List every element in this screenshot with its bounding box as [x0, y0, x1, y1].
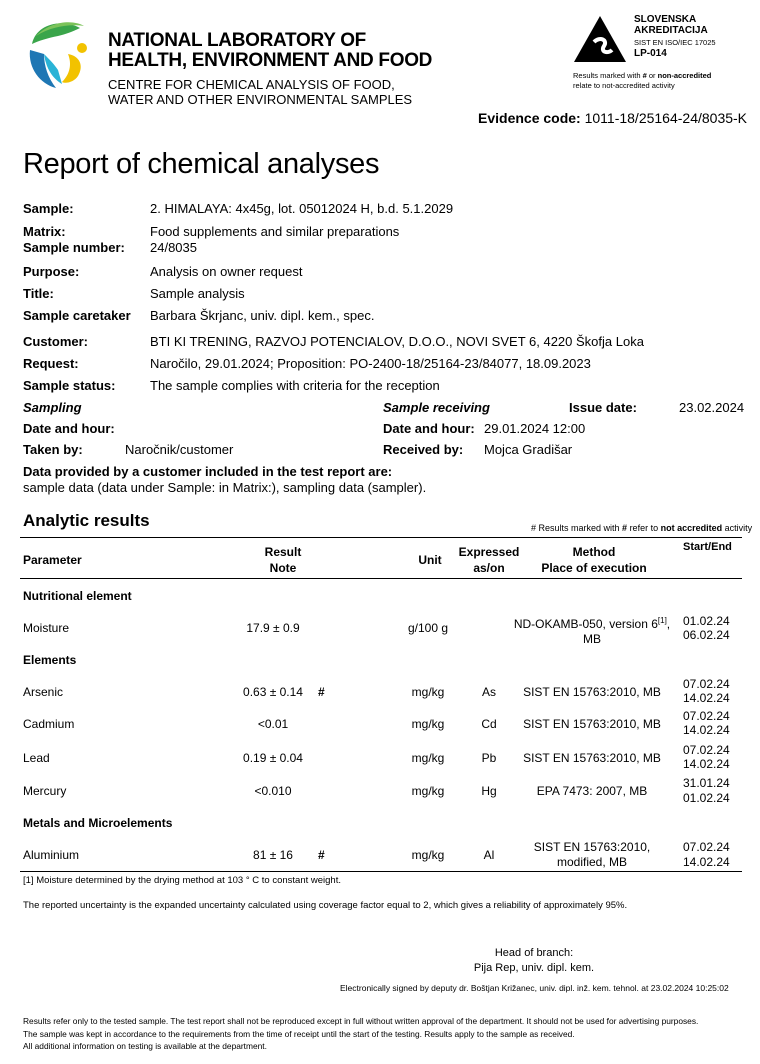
row-parameter: Arsenic: [23, 685, 64, 699]
status-value: The sample complies with criteria for the reception: [150, 378, 440, 393]
row-end: 14.02.24: [683, 691, 730, 705]
row-method-ref: [1]: [657, 616, 667, 625]
results-note-bold: not accredited: [660, 523, 723, 533]
issue-date-value: 23.02.2024: [679, 400, 745, 415]
row-parameter: Lead: [23, 751, 50, 765]
accreditation-logo-icon: [572, 14, 628, 64]
footnote: [1] Moisture determined by the drying method at 103 ° C to constant weight.: [23, 875, 341, 886]
row-method: SIST EN 15763:2010, MB: [523, 751, 661, 765]
signature-role: Head of branch:: [494, 947, 574, 959]
purpose-label: Purpose:: [23, 264, 80, 279]
taken-by-label: Taken by:: [23, 442, 83, 457]
row-method: [508, 840, 676, 870]
accreditation-note-line2: relate to not-accredited activity: [573, 81, 675, 90]
row-result: 0.63 ± 0.14: [243, 685, 303, 699]
col-unit: Unit: [418, 553, 442, 567]
row-expressed: Pb: [481, 751, 497, 765]
row-result: 17.9 ± 0.9: [246, 621, 300, 635]
row-start: 07.02.24: [683, 677, 730, 691]
col-as-on: as/on: [473, 561, 505, 575]
accreditation-note-hash: #: [642, 71, 647, 80]
col-method: Method: [572, 545, 616, 559]
report-title: Report of chemical analyses: [23, 148, 380, 180]
row-result: 81 ± 16: [253, 848, 293, 862]
row-start: 31.01.24: [683, 776, 730, 790]
row-unit: mg/kg: [411, 751, 445, 765]
col-expressed: Expressed: [458, 545, 520, 559]
row-method: SIST EN 15763:2010, MB: [523, 717, 661, 731]
customer-data-heading: Data provided by a customer included in the test report are:: [23, 464, 393, 479]
caretaker-label: Sample caretaker: [23, 308, 131, 323]
row-parameter: Aluminium: [23, 848, 80, 862]
row-method-line2: modified, MB: [556, 855, 628, 869]
accreditation-note-mid: or: [646, 71, 658, 80]
col-place: Place of execution: [541, 561, 647, 575]
row-unit: mg/kg: [411, 784, 445, 798]
uncertainty-note: The reported uncertainty is the expanded uncertainty calculated using coverage factor equal to 2, which gives a reliability of approximately 95%.: [23, 900, 628, 911]
row-unit: mg/kg: [411, 848, 445, 862]
row-expressed: Hg: [481, 784, 497, 798]
row-unit: mg/kg: [411, 685, 445, 699]
centre-line2: WATER AND OTHER ENVIRONMENTAL SAMPLES: [108, 92, 413, 107]
accreditation-note-bold: non-accredited: [657, 71, 712, 80]
sample-number-label: Sample number:: [23, 240, 125, 255]
results-heading: Analytic results: [23, 511, 150, 530]
sample-value: 2. HIMALAYA: 4x45g, lot. 05012024 H, b.d. 5.1.2029: [150, 201, 454, 216]
row-expressed: Al: [483, 848, 495, 862]
sampling-label: Sampling: [23, 400, 82, 415]
footer-line2: The sample was kept in accordance to the requirements from the time of receipt until the start of the testing. Results apply to the sample as received.: [23, 1029, 575, 1039]
receiving-date-hour-value: 29.01.2024 12:00: [484, 421, 586, 436]
title-label: Title:: [23, 286, 54, 301]
title-value: Sample analysis: [150, 286, 245, 301]
row-method-line2: MB: [583, 632, 601, 646]
received-by-value: Mojca Gradišar: [484, 442, 573, 457]
footer-line3: All additional information on testing is available at the department.: [23, 1041, 267, 1051]
evidence-code: [478, 110, 747, 126]
row-result: <0.010: [254, 784, 292, 798]
row-end: 06.02.24: [683, 628, 730, 642]
row-start: 01.02.24: [683, 614, 730, 628]
col-start-end: Start/End: [683, 541, 732, 553]
caretaker-value: Barbara Škrjanc, univ. dipl. kem., spec.: [150, 308, 375, 323]
row-start: 07.02.24: [683, 709, 730, 723]
accreditation-org-line1: SLOVENSKA: [634, 14, 697, 25]
evidence-value: 1011-18/25164-24/8035-K: [584, 110, 748, 126]
lab-logo-icon: [22, 14, 100, 92]
row-parameter: Moisture: [23, 621, 70, 635]
row-end: 14.02.24: [683, 757, 730, 771]
table-bottom-rule: [20, 871, 742, 872]
group-heading: Metals and Microelements: [23, 816, 173, 830]
row-start: 07.02.24: [683, 840, 730, 854]
col-parameter: Parameter: [23, 553, 82, 567]
row-result: <0.01: [257, 717, 289, 731]
row-parameter: Mercury: [23, 784, 67, 798]
status-label: Sample status:: [23, 378, 116, 393]
row-unit: g/100 g: [407, 621, 449, 635]
signature-name: Pija Rep, univ. dipl. kem.: [473, 962, 595, 974]
request-value: Naročilo, 29.01.2024; Proposition: PO-2400-18/25164-23/84077, 18.09.2023: [150, 356, 591, 371]
customer-data-text: sample data (data under Sample: in Matrix:), sampling data (sampler).: [23, 480, 427, 495]
col-result: Result: [264, 545, 302, 559]
matrix-label: Matrix:: [23, 224, 66, 239]
received-by-label: Received by:: [383, 442, 464, 457]
row-end: 01.02.24: [683, 791, 730, 805]
group-heading: Elements: [23, 653, 77, 667]
row-unit: mg/kg: [411, 717, 445, 731]
matrix-value: Food supplements and similar preparations: [150, 224, 400, 239]
accreditation-note-pre: Results marked with: [573, 71, 643, 80]
results-note-mid: refer to: [627, 523, 661, 533]
row-start: 07.02.24: [683, 743, 730, 757]
request-label: Request:: [23, 356, 79, 371]
evidence-label: Evidence code:: [478, 110, 581, 126]
row-expressed: Cd: [481, 717, 497, 731]
electronic-signature: Electronically signed by deputy dr. Boštjan Križanec, univ. dipl. inž. kem. tehnol. at 23.02.2024 10:25:02: [340, 983, 729, 993]
footer-line1: Results refer only to the tested sample. The test report shall not be reproduced except in full without written approval of the department. It should not be used for advertising purposes.: [23, 1016, 699, 1026]
accreditation-org-line2: AKREDITACIJA: [634, 25, 708, 36]
results-note-post: activity: [722, 523, 753, 533]
row-note: #: [318, 848, 325, 862]
row-method-line1: ND-OKAMB-050, version 6: [513, 617, 658, 631]
receiving-label: Sample receiving: [383, 400, 490, 415]
lab-name-line2: HEALTH, ENVIRONMENT AND FOOD: [108, 50, 433, 71]
accreditation-standard: SIST EN ISO/IEC 17025: [634, 38, 716, 47]
purpose-value: Analysis on owner request: [150, 264, 303, 279]
row-expressed: As: [481, 685, 496, 699]
centre-line1: CENTRE FOR CHEMICAL ANALYSIS OF FOOD,: [108, 77, 395, 92]
receiving-date-hour-label: Date and hour:: [383, 421, 475, 436]
table-header-rule: [20, 578, 742, 579]
table-top-rule: [20, 537, 742, 538]
row-method-line1-end: ,: [666, 617, 671, 631]
row-method-line1: SIST EN 15763:2010,: [533, 840, 651, 854]
row-method: SIST EN 15763:2010, MB: [523, 685, 661, 699]
row-note: #: [318, 685, 325, 699]
customer-label: Customer:: [23, 334, 89, 349]
group-heading: Nutritional element: [23, 589, 132, 603]
sample-label: Sample:: [23, 201, 74, 216]
customer-value: BTI KI TRENING, RAZVOJ POTENCIALOV, D.O.O., NOVI SVET 6, 4220 Škofja Loka: [150, 334, 644, 349]
results-note-hash: #: [622, 523, 628, 533]
sample-number-value: 24/8035: [150, 240, 197, 255]
accreditation-note: [573, 71, 711, 91]
accreditation-code: LP-014: [634, 48, 667, 59]
row-method: EPA 7473: 2007, MB: [536, 784, 648, 798]
row-parameter: Cadmium: [23, 717, 75, 731]
row-end: 14.02.24: [683, 723, 730, 737]
results-note-pre: # Results marked with: [531, 523, 623, 533]
sampling-date-hour-label: Date and hour:: [23, 421, 115, 436]
col-note: Note: [269, 561, 297, 575]
row-result: 0.19 ± 0.04: [243, 751, 303, 765]
results-accreditation-note: [531, 523, 752, 533]
row-end: 14.02.24: [683, 855, 730, 869]
taken-by-value: Naročnik/customer: [125, 442, 234, 457]
issue-date-label: Issue date:: [569, 400, 637, 415]
lab-name-line1: NATIONAL LABORATORY OF: [108, 30, 366, 51]
row-method: [508, 613, 676, 647]
